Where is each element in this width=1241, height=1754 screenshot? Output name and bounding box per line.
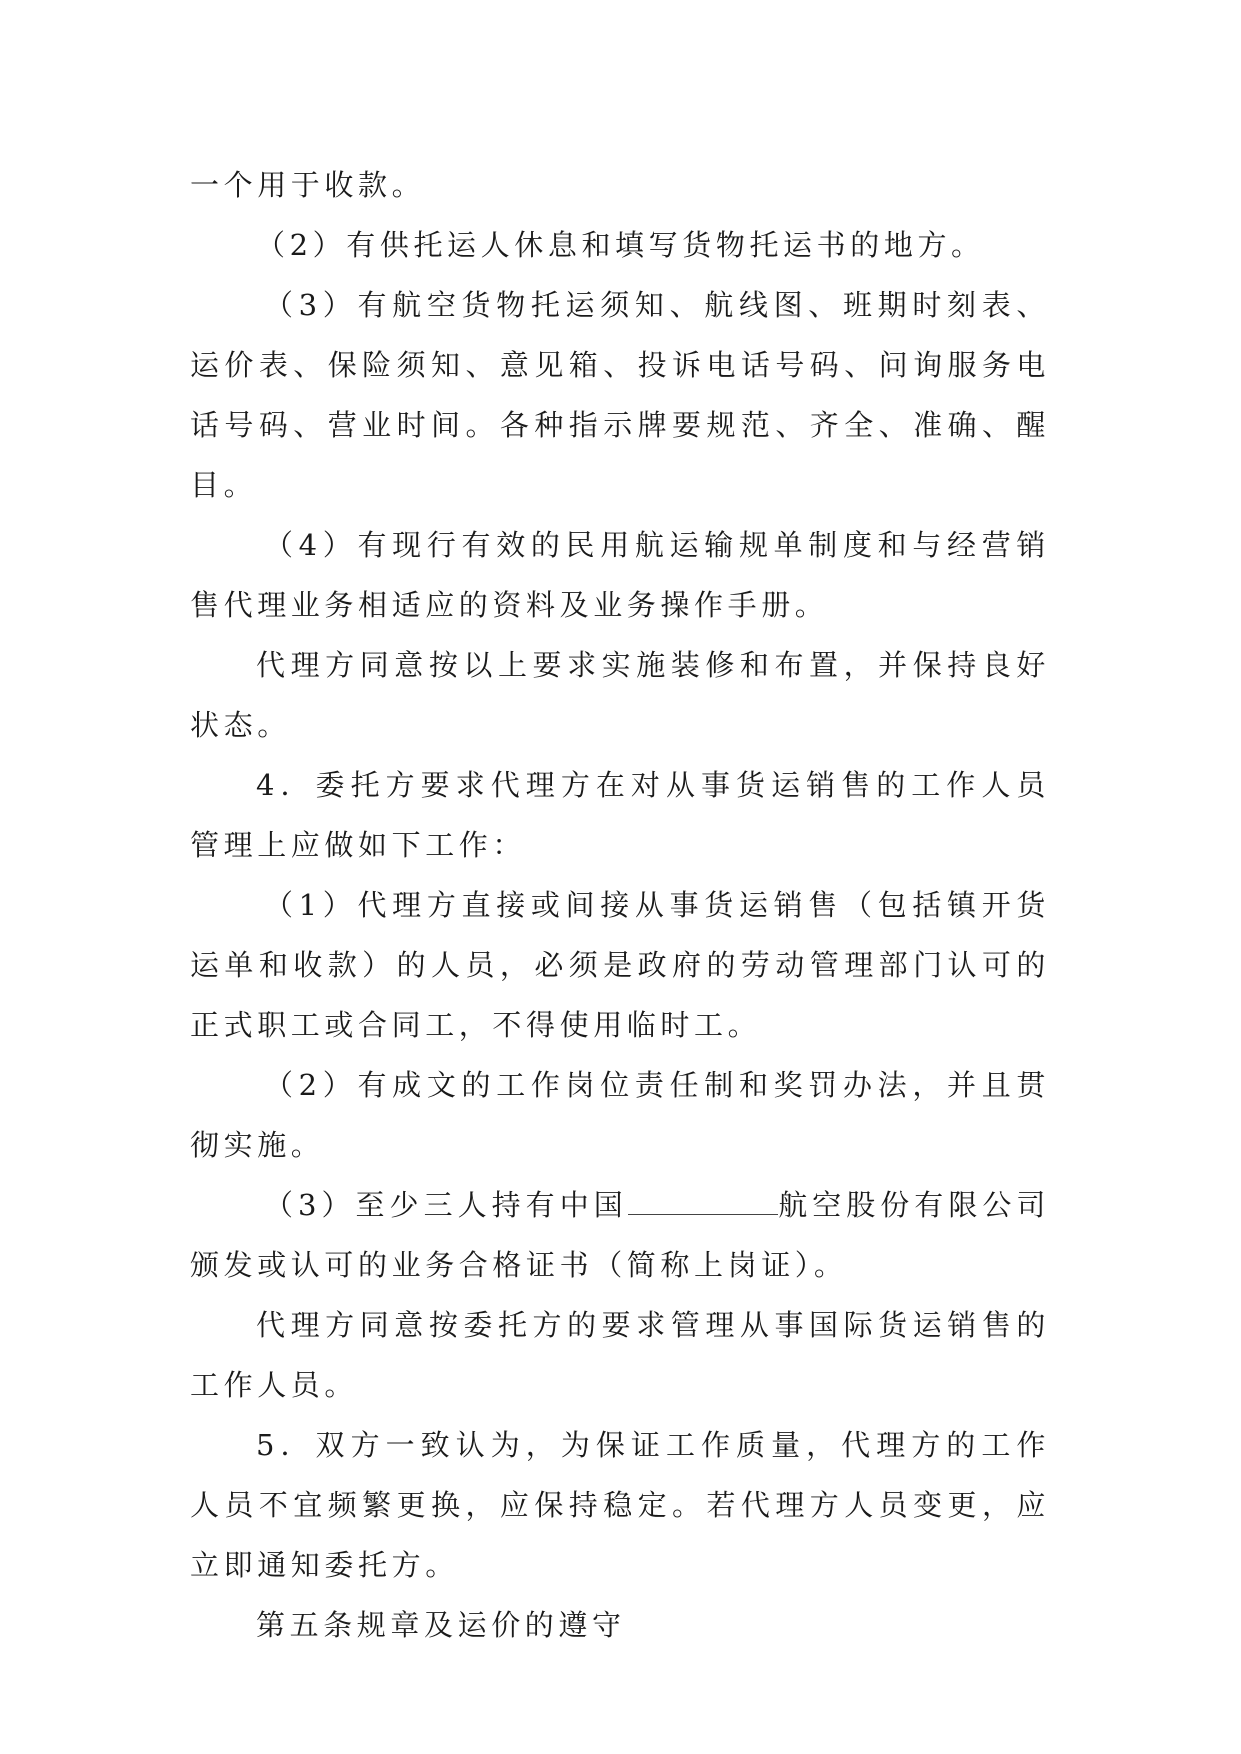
paragraph-agent-agreement-staff: 代理方同意按委托方的要求管理从事国际货运销售的工作人员。 [190,1308,1050,1402]
paragraph-continuation: 一个用于收款。 [190,168,426,202]
paragraph-clause-4: 4．委托方要求代理方在对从事货运销售的工作人员管理上应做如下工作： [190,768,1050,862]
paragraph-clause-4-item-1: （1）代理方直接或间接从事货运销售（包括镇开货运单和收款）的人员，必须是政府的劳动管理部门认可的正式职工或合同工，不得使用临时工。 [190,888,1050,1042]
paragraph-item-3-notices: （3）有航空货物托运须知、航线图、班期时刻表、运价表、保险须知、意见箱、投诉电话号码、问询服务电话号码、营业时间。各种指示牌要规范、齐全、准确、醒目。 [190,288,1050,502]
item-3-text-before-blank: （3）至少三人持有中国 [264,1188,628,1222]
airline-name-blank-field[interactable] [628,1190,778,1215]
paragraph-clause-5: 5．双方一致认为，为保证工作质量，代理方的工作人员不宜频繁更换，应保持稳定。若代理方人员变更，应立即通知委托方。 [190,1428,1050,1582]
paragraph-item-2-rest-area: （2）有供托运人休息和填写货物托运书的地方。 [256,228,985,262]
paragraph-clause-4-item-2: （2）有成文的工作岗位责任制和奖罚办法，并且贯彻实施。 [190,1068,1050,1162]
paragraph-agent-agreement-decoration: 代理方同意按以上要求实施装修和布置，并保持良好状态。 [190,648,1050,742]
paragraph-item-4-regulations: （4）有现行有效的民用航运输规单制度和与经营销售代理业务相适应的资料及业务操作手册。 [190,528,1050,622]
section-heading-article-5: 第五条规章及运价的遵守 [256,1608,626,1642]
document-body [190,155,1050,1655]
item-3-text-after-blank: 航空股份有限公司颁发或认可的业务合格证书（简称上岗证）。 [190,1188,1050,1282]
paragraph-clause-4-item-3 [190,1175,1050,1295]
